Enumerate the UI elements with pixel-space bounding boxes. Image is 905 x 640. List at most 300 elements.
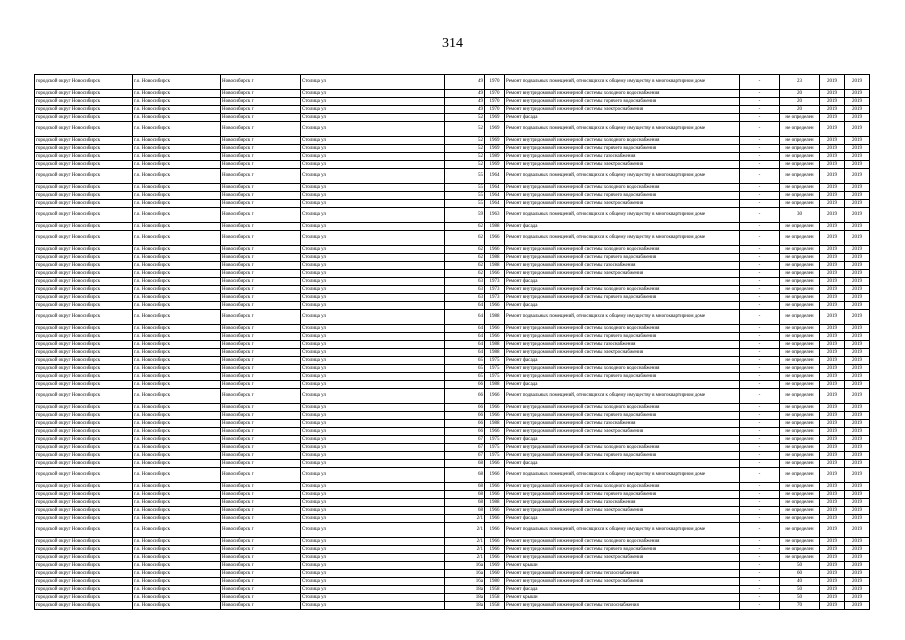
start-year-cell: 2019: [820, 436, 845, 444]
table-row: [35, 333, 870, 341]
city-cell: Новосибирск г: [221, 491, 301, 499]
table-row: [35, 325, 870, 333]
build-year-cell: 1958: [485, 594, 505, 602]
house-number-cell: 65: [445, 373, 485, 381]
city-cell: Новосибирск г: [221, 389, 301, 404]
municipality-cell: г.о. Новосибирск: [133, 302, 221, 310]
city-cell: Новосибирск г: [221, 499, 301, 507]
dash-cell: -: [740, 389, 780, 404]
municipality-cell: г.о. Новосибирск: [133, 357, 221, 365]
municipality-cell: г.о. Новосибирск: [133, 262, 221, 270]
district-cell: городской округ Новосибирск: [35, 122, 133, 137]
start-year-cell: 2019: [820, 546, 845, 554]
end-year-cell: 2019: [845, 169, 870, 184]
district-cell: городской округ Новосибирск: [35, 169, 133, 184]
end-year-cell: 2019: [845, 491, 870, 499]
municipality-cell: г.о. Новосибирск: [133, 161, 221, 169]
street-cell: Столица ул: [301, 302, 445, 310]
house-number-cell: 63: [445, 278, 485, 286]
district-cell: городской округ Новосибирск: [35, 192, 133, 200]
street-cell: Столица ул: [301, 262, 445, 270]
municipality-cell: г.о. Новосибирск: [133, 499, 221, 507]
municipality-cell: г.о. Новосибирск: [133, 546, 221, 554]
city-cell: Новосибирск г: [221, 538, 301, 546]
dash-cell: -: [740, 578, 780, 586]
municipality-cell: г.о. Новосибирск: [133, 153, 221, 161]
build-year-cell: 1966: [485, 333, 505, 341]
table-row: [35, 246, 870, 254]
build-year-cell: 1969: [485, 562, 505, 570]
start-year-cell: 2019: [820, 262, 845, 270]
repair-schedule-table: [34, 74, 870, 610]
start-year-cell: 2019: [820, 223, 845, 231]
start-year-cell: 2019: [820, 460, 845, 468]
street-cell: Столица ул: [301, 169, 445, 184]
street-cell: Столица ул: [301, 341, 445, 349]
city-cell: Новосибирск г: [221, 192, 301, 200]
dash-cell: -: [740, 365, 780, 373]
end-year-cell: 2019: [845, 106, 870, 114]
table-row: [35, 381, 870, 389]
table-row: [35, 404, 870, 412]
start-year-cell: 2019: [820, 444, 845, 452]
end-year-cell: 2019: [845, 381, 870, 389]
city-cell: Новосибирск г: [221, 208, 301, 223]
cost-cell: не определен: [780, 381, 820, 389]
build-year-cell: 1975: [485, 365, 505, 373]
street-cell: Столица ул: [301, 349, 445, 357]
municipality-cell: г.о. Новосибирск: [133, 325, 221, 333]
district-cell: городской округ Новосибирск: [35, 570, 133, 578]
municipality-cell: г.о. Новосибирск: [133, 169, 221, 184]
cost-cell: не определен: [780, 333, 820, 341]
district-cell: городской округ Новосибирск: [35, 231, 133, 246]
district-cell: городской округ Новосибирск: [35, 491, 133, 499]
build-year-cell: 1973: [485, 278, 505, 286]
table-row: [35, 184, 870, 192]
end-year-cell: 2019: [845, 586, 870, 594]
cost-cell: не определен: [780, 373, 820, 381]
district-cell: городской округ Новосибирск: [35, 436, 133, 444]
house-number-cell: 62: [445, 270, 485, 278]
table-row: [35, 192, 870, 200]
table-row: [35, 349, 870, 357]
house-number-cell: 64: [445, 310, 485, 325]
table-row: [35, 231, 870, 246]
street-cell: Столица ул: [301, 523, 445, 538]
house-number-cell: 18а: [445, 602, 485, 610]
dash-cell: -: [740, 153, 780, 161]
cost-cell: не определен: [780, 262, 820, 270]
build-year-cell: 1988: [485, 223, 505, 231]
build-year-cell: 1966: [485, 302, 505, 310]
table-row: [35, 570, 870, 578]
start-year-cell: 2019: [820, 137, 845, 145]
start-year-cell: 2019: [820, 420, 845, 428]
start-year-cell: 2019: [820, 246, 845, 254]
street-cell: Столица ул: [301, 554, 445, 562]
table-row: [35, 208, 870, 223]
municipality-cell: г.о. Новосибирск: [133, 483, 221, 491]
work-type-cell: Ремонт внутридомовой инженерной системы горячего водоснабжения: [505, 294, 740, 302]
cost-cell: не определен: [780, 169, 820, 184]
street-cell: Столица ул: [301, 270, 445, 278]
build-year-cell: 1966: [485, 404, 505, 412]
street-cell: Столица ул: [301, 538, 445, 546]
work-type-cell: Ремонт внутридомовой инженерной системы холодного водоснабжения: [505, 483, 740, 491]
city-cell: Новосибирск г: [221, 270, 301, 278]
table-row: [35, 483, 870, 491]
start-year-cell: 2019: [820, 325, 845, 333]
work-type-cell: Ремонт внутридомовой инженерной системы электроснабжения: [505, 578, 740, 586]
end-year-cell: 2019: [845, 184, 870, 192]
start-year-cell: 2019: [820, 554, 845, 562]
end-year-cell: 2019: [845, 200, 870, 208]
house-number-cell: 67: [445, 444, 485, 452]
house-number-cell: 64: [445, 341, 485, 349]
end-year-cell: 2019: [845, 223, 870, 231]
municipality-cell: г.о. Новосибирск: [133, 578, 221, 586]
district-cell: городской округ Новосибирск: [35, 594, 133, 602]
cost-cell: не определен: [780, 310, 820, 325]
build-year-cell: 1975: [485, 452, 505, 460]
table-row: [35, 420, 870, 428]
street-cell: Столица ул: [301, 436, 445, 444]
end-year-cell: 2019: [845, 499, 870, 507]
city-cell: Новосибирск г: [221, 357, 301, 365]
street-cell: Столица ул: [301, 153, 445, 161]
build-year-cell: 1975: [485, 444, 505, 452]
cost-cell: не определен: [780, 436, 820, 444]
work-type-cell: Ремонт внутридомовой инженерной системы холодного водоснабжения: [505, 444, 740, 452]
district-cell: городской округ Новосибирск: [35, 428, 133, 436]
city-cell: Новосибирск г: [221, 302, 301, 310]
work-type-cell: Ремонт фасада: [505, 357, 740, 365]
municipality-cell: г.о. Новосибирск: [133, 586, 221, 594]
work-type-cell: Ремонт внутридомовой инженерной системы теплоснабжения: [505, 602, 740, 610]
start-year-cell: 2019: [820, 491, 845, 499]
city-cell: Новосибирск г: [221, 254, 301, 262]
city-cell: Новосибирск г: [221, 90, 301, 98]
start-year-cell: 2019: [820, 357, 845, 365]
start-year-cell: 2019: [820, 98, 845, 106]
cost-cell: не определен: [780, 428, 820, 436]
start-year-cell: 2019: [820, 428, 845, 436]
end-year-cell: 2019: [845, 349, 870, 357]
house-number-cell: 68: [445, 468, 485, 483]
house-number-cell: 62: [445, 231, 485, 246]
dash-cell: -: [740, 262, 780, 270]
street-cell: Столица ул: [301, 428, 445, 436]
start-year-cell: 2019: [820, 468, 845, 483]
district-cell: городской округ Новосибирск: [35, 389, 133, 404]
table-row: [35, 468, 870, 483]
dash-cell: -: [740, 491, 780, 499]
dash-cell: -: [740, 586, 780, 594]
start-year-cell: 2019: [820, 515, 845, 523]
district-cell: городской округ Новосибирск: [35, 602, 133, 610]
municipality-cell: г.о. Новосибирск: [133, 286, 221, 294]
cost-cell: 50: [780, 586, 820, 594]
table-row: [35, 341, 870, 349]
dash-cell: -: [740, 373, 780, 381]
build-year-cell: 1989: [485, 153, 505, 161]
start-year-cell: 2019: [820, 114, 845, 122]
work-type-cell: Ремонт подвальных помещений, относящихся к общему имуществу в многоквартирном доме: [505, 310, 740, 325]
build-year-cell: 1969: [485, 122, 505, 137]
district-cell: городской округ Новосибирск: [35, 310, 133, 325]
start-year-cell: 2019: [820, 192, 845, 200]
city-cell: Новосибирск г: [221, 294, 301, 302]
dash-cell: -: [740, 223, 780, 231]
build-year-cell: 1966: [485, 270, 505, 278]
district-cell: городской округ Новосибирск: [35, 200, 133, 208]
city-cell: Новосибирск г: [221, 515, 301, 523]
work-type-cell: Ремонт внутридомовой инженерной системы холодного водоснабжения: [505, 365, 740, 373]
build-year-cell: 1988: [485, 499, 505, 507]
build-year-cell: 1963: [485, 208, 505, 223]
street-cell: Столица ул: [301, 192, 445, 200]
dash-cell: -: [740, 562, 780, 570]
table-row: [35, 499, 870, 507]
city-cell: Новосибирск г: [221, 341, 301, 349]
work-type-cell: Ремонт фасада: [505, 381, 740, 389]
work-type-cell: Ремонт подвальных помещений, относящихся к общему имуществу в многоквартирном доме: [505, 468, 740, 483]
district-cell: городской округ Новосибирск: [35, 270, 133, 278]
municipality-cell: г.о. Новосибирск: [133, 278, 221, 286]
municipality-cell: г.о. Новосибирск: [133, 428, 221, 436]
dash-cell: -: [740, 483, 780, 491]
dash-cell: -: [740, 90, 780, 98]
work-type-cell: Ремонт внутридомовой инженерной системы газоснабжения: [505, 499, 740, 507]
house-number-cell: 65: [445, 357, 485, 365]
cost-cell: 20: [780, 90, 820, 98]
end-year-cell: 2019: [845, 192, 870, 200]
house-number-cell: 16а: [445, 578, 485, 586]
district-cell: городской округ Новосибирск: [35, 460, 133, 468]
house-number-cell: 18а: [445, 594, 485, 602]
municipality-cell: г.о. Новосибирск: [133, 412, 221, 420]
municipality-cell: г.о. Новосибирск: [133, 420, 221, 428]
district-cell: городской округ Новосибирск: [35, 75, 133, 90]
table-row: [35, 310, 870, 325]
street-cell: Столица ул: [301, 286, 445, 294]
cost-cell: не определен: [780, 523, 820, 538]
street-cell: Столица ул: [301, 562, 445, 570]
end-year-cell: 2019: [845, 420, 870, 428]
street-cell: Столица ул: [301, 145, 445, 153]
work-type-cell: Ремонт крыши: [505, 594, 740, 602]
end-year-cell: 2019: [845, 515, 870, 523]
cost-cell: 30: [780, 208, 820, 223]
end-year-cell: 2019: [845, 122, 870, 137]
house-number-cell: 52: [445, 137, 485, 145]
district-cell: городской округ Новосибирск: [35, 483, 133, 491]
city-cell: Новосибирск г: [221, 562, 301, 570]
build-year-cell: 1966: [485, 428, 505, 436]
start-year-cell: 2019: [820, 145, 845, 153]
end-year-cell: 2019: [845, 507, 870, 515]
work-type-cell: Ремонт внутридомовой инженерной системы газоснабжения: [505, 262, 740, 270]
cost-cell: не определен: [780, 546, 820, 554]
city-cell: Новосибирск г: [221, 428, 301, 436]
street-cell: Столица ул: [301, 404, 445, 412]
start-year-cell: 2019: [820, 200, 845, 208]
start-year-cell: 2019: [820, 302, 845, 310]
cost-cell: не определен: [780, 192, 820, 200]
district-cell: городской округ Новосибирск: [35, 444, 133, 452]
house-number-cell: 63: [445, 286, 485, 294]
dash-cell: -: [740, 169, 780, 184]
house-number-cell: 66: [445, 412, 485, 420]
build-year-cell: 1988: [485, 262, 505, 270]
street-cell: Столица ул: [301, 223, 445, 231]
work-type-cell: Ремонт крыши: [505, 562, 740, 570]
municipality-cell: г.о. Новосибирск: [133, 122, 221, 137]
city-cell: Новосибирск г: [221, 325, 301, 333]
municipality-cell: г.о. Новосибирск: [133, 310, 221, 325]
city-cell: Новосибирск г: [221, 483, 301, 491]
table-row: [35, 373, 870, 381]
dash-cell: -: [740, 554, 780, 562]
house-number-cell: 2/1: [445, 523, 485, 538]
district-cell: городской округ Новосибирск: [35, 538, 133, 546]
start-year-cell: 2019: [820, 270, 845, 278]
house-number-cell: 49: [445, 75, 485, 90]
house-number-cell: 2/1: [445, 554, 485, 562]
dash-cell: -: [740, 515, 780, 523]
city-cell: Новосибирск г: [221, 137, 301, 145]
build-year-cell: 1966: [485, 515, 505, 523]
municipality-cell: г.о. Новосибирск: [133, 554, 221, 562]
district-cell: городской округ Новосибирск: [35, 546, 133, 554]
end-year-cell: 2019: [845, 578, 870, 586]
municipality-cell: г.о. Новосибирск: [133, 538, 221, 546]
cost-cell: 20: [780, 98, 820, 106]
municipality-cell: г.о. Новосибирск: [133, 223, 221, 231]
municipality-cell: г.о. Новосибирск: [133, 365, 221, 373]
dash-cell: -: [740, 468, 780, 483]
street-cell: Столица ул: [301, 90, 445, 98]
start-year-cell: 2019: [820, 75, 845, 90]
document-table-container: [34, 74, 869, 610]
start-year-cell: 2019: [820, 507, 845, 515]
district-cell: городской округ Новосибирск: [35, 286, 133, 294]
start-year-cell: 2019: [820, 310, 845, 325]
house-number-cell: 62: [445, 246, 485, 254]
build-year-cell: 1966: [485, 491, 505, 499]
city-cell: Новосибирск г: [221, 452, 301, 460]
work-type-cell: Ремонт внутридомовой инженерной системы горячего водоснабжения: [505, 491, 740, 499]
district-cell: городской округ Новосибирск: [35, 515, 133, 523]
city-cell: Новосибирск г: [221, 246, 301, 254]
end-year-cell: 2019: [845, 594, 870, 602]
build-year-cell: 1966: [485, 389, 505, 404]
dash-cell: -: [740, 270, 780, 278]
end-year-cell: 2019: [845, 137, 870, 145]
end-year-cell: 2019: [845, 90, 870, 98]
end-year-cell: 2019: [845, 286, 870, 294]
table-row: [35, 75, 870, 90]
start-year-cell: 2019: [820, 254, 845, 262]
end-year-cell: 2019: [845, 468, 870, 483]
house-number-cell: 18а: [445, 586, 485, 594]
table-row: [35, 586, 870, 594]
table-row: [35, 562, 870, 570]
house-number-cell: 68: [445, 507, 485, 515]
build-year-cell: 1964: [485, 192, 505, 200]
house-number-cell: 16а: [445, 570, 485, 578]
house-number-cell: 52: [445, 161, 485, 169]
table-row: [35, 137, 870, 145]
city-cell: Новосибирск г: [221, 106, 301, 114]
end-year-cell: 2019: [845, 294, 870, 302]
municipality-cell: г.о. Новосибирск: [133, 562, 221, 570]
house-number-cell: 64: [445, 349, 485, 357]
cost-cell: не определен: [780, 184, 820, 192]
house-number-cell: 66: [445, 404, 485, 412]
cost-cell: не определен: [780, 246, 820, 254]
start-year-cell: 2019: [820, 278, 845, 286]
city-cell: Новосибирск г: [221, 262, 301, 270]
municipality-cell: г.о. Новосибирск: [133, 145, 221, 153]
end-year-cell: 2019: [845, 208, 870, 223]
dash-cell: -: [740, 428, 780, 436]
municipality-cell: г.о. Новосибирск: [133, 602, 221, 610]
table-row: [35, 153, 870, 161]
street-cell: Столица ул: [301, 546, 445, 554]
district-cell: городской округ Новосибирск: [35, 468, 133, 483]
district-cell: городской округ Новосибирск: [35, 412, 133, 420]
table-row: [35, 538, 870, 546]
work-type-cell: Ремонт внутридомовой инженерной системы горячего водоснабжения: [505, 98, 740, 106]
start-year-cell: 2019: [820, 341, 845, 349]
start-year-cell: 2019: [820, 483, 845, 491]
city-cell: Новосибирск г: [221, 570, 301, 578]
street-cell: Столица ул: [301, 231, 445, 246]
municipality-cell: г.о. Новосибирск: [133, 106, 221, 114]
city-cell: Новосибирск г: [221, 523, 301, 538]
municipality-cell: г.о. Новосибирск: [133, 468, 221, 483]
cost-cell: 20: [780, 106, 820, 114]
municipality-cell: г.о. Новосибирск: [133, 254, 221, 262]
district-cell: городской округ Новосибирск: [35, 153, 133, 161]
work-type-cell: Ремонт внутридомовой инженерной системы холодного водоснабжения: [505, 404, 740, 412]
house-number-cell: 62: [445, 254, 485, 262]
city-cell: Новосибирск г: [221, 373, 301, 381]
dash-cell: -: [740, 114, 780, 122]
build-year-cell: 1973: [485, 286, 505, 294]
cost-cell: не определен: [780, 137, 820, 145]
start-year-cell: 2019: [820, 578, 845, 586]
house-number-cell: 16а: [445, 562, 485, 570]
dash-cell: -: [740, 286, 780, 294]
table-row: [35, 357, 870, 365]
build-year-cell: 1975: [485, 436, 505, 444]
build-year-cell: 1975: [485, 373, 505, 381]
cost-cell: не определен: [780, 278, 820, 286]
build-year-cell: 1966: [485, 325, 505, 333]
build-year-cell: 1966: [485, 468, 505, 483]
municipality-cell: г.о. Новосибирск: [133, 507, 221, 515]
city-cell: Новосибирск г: [221, 412, 301, 420]
cost-cell: не определен: [780, 365, 820, 373]
table-row: [35, 286, 870, 294]
dash-cell: -: [740, 161, 780, 169]
street-cell: Столица ул: [301, 468, 445, 483]
street-cell: Столица ул: [301, 373, 445, 381]
dash-cell: -: [740, 357, 780, 365]
